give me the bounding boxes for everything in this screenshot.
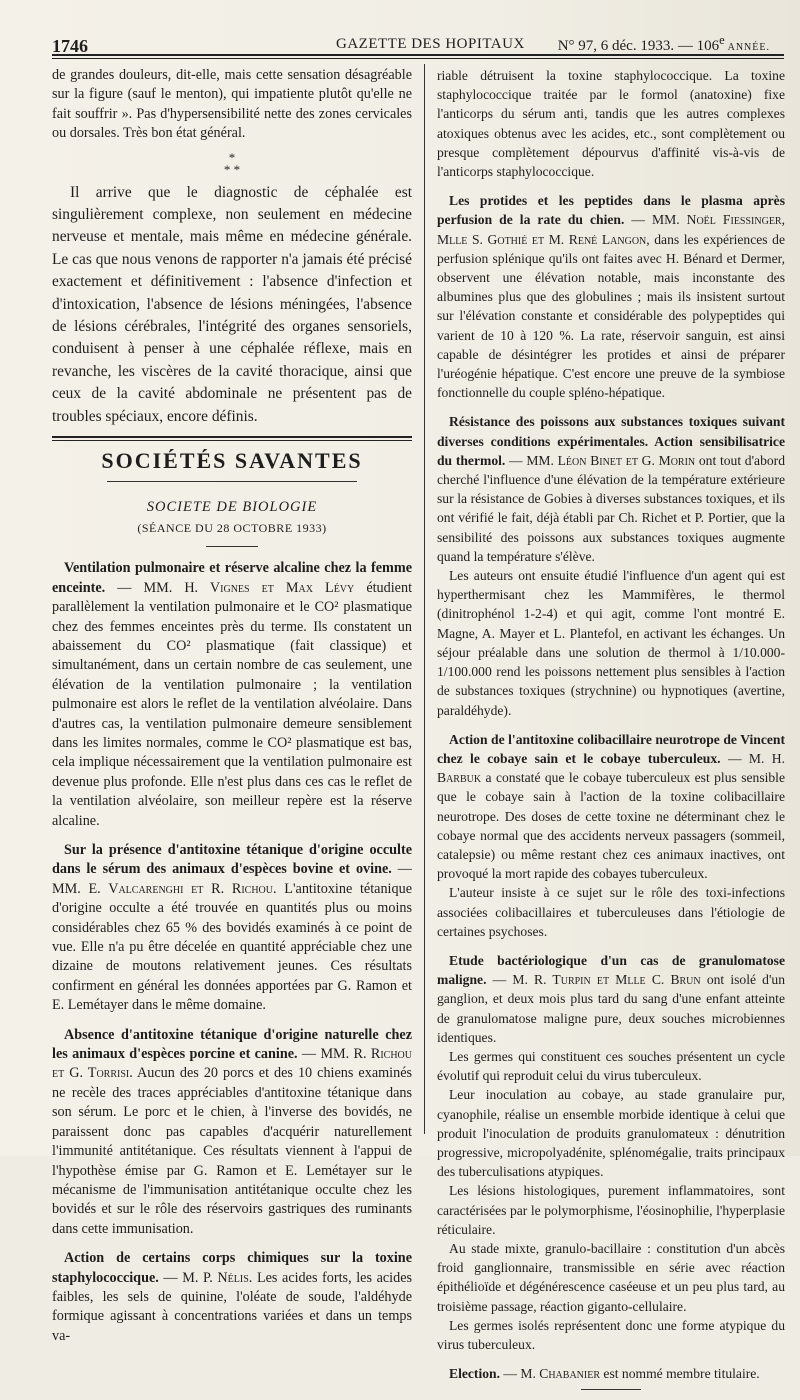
section-rule [52,436,412,438]
article-authors: MM. E. Valcarenghi et R. Richou. [52,880,277,897]
asterism [52,149,412,177]
article-text: L'antitoxine tétanique d'origine occulte a été trouvée en quantités plus ou moins considérables chez 65 % des bovidés examinés à ce point de vue. Elle n'a pu être décelée en quantité appréciable chez une dizaine de moutons relativement jeunes. Ces résultats confirment en général les données apportées par G. Ramon et E. Lemétayer dans le même domaine. [52,880,412,1014]
article-text: étudient parallèlement la ventilation pulmonaire et le CO² plasmatique chez des femmes enceintes près du terme. Ils constatent un abaissement du CO² plasmatique (fait classique) et simultanément, dans un certain nombre de cas seulement, une élévation de la ventilation pulmonaire ; la ventilation pulmonaire est alors le reflet de la ventilation alvéolaire. Dans d'autres cas, la ventilation pulmonaire demeure sensiblement dans les limites normales, comme le CO² plasmatique est bas, cela implique nécessairement que la ventilation pulmonaire est devenue plus profonde. Elle n'est plus dans ces cas le reflet de la ventilation alvéolaire, son meilleur repère est la réserve alcaline. [52,579,413,829]
article-title: Les protides et les peptides dans le plasma après perfusion de la rate du chien. [437,193,785,228]
article: Absence d'antitoxine tétanique d'origine naturelle chez les animaux d'espèces porcine et canine. — MM. R. Richou et G. Torrisi. Aucun des 20 porcs et des 10 chiens examinés ne recèle des traces appréciables d'antitoxine tétanique dans son sérum. Le porc et le chien, à l'inverse des bovidés, ne paraissent donc pas capables d'acquérir naturellement l'immunité antitétanique. Ces résultats viennent à l'appui de l'hypothèse émise par G. Ramon et E. Lemétayer sur le mécanisme de l'immunisation antitétanique occulte chez les bovidés et sur le rôle des réservoirs gastriques des ruminants dans cette immunisation. [52,1026,413,1237]
header-rule-thin [52,58,784,59]
issue-annee: ANNÉE. [724,42,770,53]
journal-title: GAZETTE DES HOPITAUX [336,36,525,52]
article-authors: M. R. Turpin et Mlle C. Brun [512,972,701,988]
conclusion-paragraph: Il arrive que le diagnostic de céphalée est singulièrement complexe, non seulement en médecine nerveuse et mentale, mais même en médecine générale. Le cas que nous venons de rapporter n'a jamais été précisé exactement et définitivement : l'absence d'infection et d'intoxication, l'absence de lésions méningées, l'absence de lésions cérébrales, l'intégrité des organes sensoriels, conduisent à penser à une céphalée réflexe, mais en revanche, les viscères de la cavité thoracique, ainsi que ceux de la cavité abdominale ne présentent pas de troubles spéciaux, encore définis. [52,183,412,425]
article: Etude bactériologique d'un cas de granulomatose maligne. — M. R. Turpin et Mlle C. Brun ont isolé d'un ganglion, et deux mois plus tard du sang d'une enfant atteinte de granulomatose maligne pure, deux souches microbiennes identiques. Les germes qui constituent ces souches présentent un cycle évolutif qui reproduit celui du virus tuberculeux. Leur inoculation au cobaye, au stade granulaire pur, cyanophile, réalise un ensemble morbide identique à celui que produit l'inoculation de produits granulomateux : dénutrition progressive, micropolyadénite, splénomégalie, traits principaux des tuberculisations atypiques. Les lésions histologiques, purement inflammatoires, sont caractérisées par le polymorphisme, l'éosinophilie, l'hyperplasie réticulaire. Au stade mixte, granulo-bacillaire : constitution d'un abcès froid ganglionnaire, transmissible en série avec réaction épithélioïde et dégénérescence caséeuse et un peu plus tard, au troisième passage, réaction giganto-cellulaire. Les germes isolés représentent donc une forme atypique du virus tuberculeux. [437,951,785,1354]
article: Election. — M. Chabanier est nommé membre titulaire. [437,1364,785,1390]
article-authors: M. H. Barbuk [437,750,785,786]
section-title: SOCIÉTÉS SAVANTES [101,448,363,474]
article: Action de certains corps chimiques sur la toxine staphylococcique. — M. P. Nélis. Les acides forts, les acides faibles, les sels de quinine, l'oléate de soude, l'aldéhyde formique agissant à concentrations variées et dans un temps va- [52,1250,413,1344]
article-paragraph: Au stade mixte, granulo-bacillaire : constitution d'un abcès froid ganglionnaire, transmissible en série avec réaction épithélioïde et dégénérescence caséeuse et un peu plus tard, au troisième passage, réaction giganto-cellulaire. [437,1240,785,1314]
conclusion-block [52,182,412,428]
article-authors: MM. H. Vignes et Max Lévy [143,579,355,596]
section-title-rule [107,481,357,482]
article-title: Sur la présence d'antitoxine tétanique d'origine occulte dans le sérum des animaux d'espèces bovine et ovine. [52,842,412,878]
article: Sur la présence d'antitoxine tétanique d'origine occulte dans le sérum des animaux d'espèces bovine et ovine. — MM. E. Valcarenghi et R. Richou. L'antitoxine tétanique d'origine occulte a été trouvée en quantités plus ou moins considérables chez 65 % des bovidés examinés à ce point de vue. Elle n'a pu être décelée en quantité appréciable chez une dizaine de moutons relativement jeunes. Ces résultats confirment en général les données apportées par G. Ramon et E. Lemétayer dans le même domaine. [52,842,412,1014]
article-authors: MM. R. Richou et G. Torrisi. [52,1046,413,1082]
article: Ventilation pulmonaire et réserve alcaline chez la femme enceinte. — MM. H. Vignes et Max Lévy étudient parallèlement la ventilation pulmonaire et le CO² plasmatique chez des femmes enceintes près du terme. Ils constatent un abaissement du CO² plasmatique (fait classique) et simultanément, dans un certain nombre de cas seulement, une élévation de la ventilation pulmonaire ; la ventilation pulmonaire est alors le reflet de la ventilation alvéolaire. Dans d'autres cas, la ventilation pulmonaire demeure sensiblement dans les limites normales, comme le CO² plasmatique est bas, cela implique nécessairement que la ventilation pulmonaire est devenue plus profonde. Elle n'est plus dans ces cas le reflet de la ventilation alvéolaire, son meilleur repère est la réserve alcaline. [52,560,413,829]
article-text: Les acides forts, les acides faibles, les sels de quinine, l'oléate de soude, l'aldéhyde formique agissant à concentrations variées et dans un temps va- [52,1269,413,1344]
header-rule [52,54,784,56]
article-title: Résistance des poissons aux substances toxiques suivant diverses conditions expérimentales. Action sensibilisatrice du thermol. [437,414,785,468]
column-divider [424,64,425,1134]
article: Les protides et les peptides dans le plasma après perfusion de la rate du chien. — MM. Noël Fiessinger, Mlle S. Gothié et M. René Langon, dans les expériences de perfusion splénique qu'ils ont faites avec H. Bénard et Dermer, observent une élévation notable, mais inconstante des albumines plus que des globulines ; mais ils insistent surtout sur l'élévation constante et considérable des polypeptides qui varient de 10 à 120 %. La rate, réservoir sanguin, est ainsi capable de désintégrer les protides et ainsi de préparer l'uréogénie hépatique. C'est encore une preuve de la symbiose fonctionnelle du couple spléno-hépatique. [437,193,786,401]
right-column [437,66,785,1400]
issue-ordinal: e [719,33,725,47]
article-text: ont isolé d'un ganglion, et deux mois plus tard du sang d'une enfant atteinte de granulomatose maligne pure, deux souches microbiennes identiques. [437,972,786,1045]
article-text: Aucun des 20 porcs et des 10 chiens examinés ne recèle des traces appréciables d'antitoxine tétanique dans son sérum. Le porc et le chien, à l'inverse des bovidés, ne paraissent donc pas capables d'acquérir naturellement l'immunité antitétanique. Ces résultats viennent à l'appui de l'hypothèse émise par G. Ramon et E. Lemétayer sur le mécanisme de l'immunisation antitétanique occulte chez les bovidés et sur le rôle des réservoirs gastriques des ruminants dans cette immunisation. [52,1065,413,1237]
article-paragraph: Les lésions histologiques, purement inflammatoires, sont caractérisées par le polymorphisme, l'éosinophilie, l'hyperplasie réticulaire. [437,1183,785,1237]
article-paragraph: Leur inoculation au cobaye, au stade granulaire pur, cyanophile, réalise un ensemble morbide identique à celui que produit l'inoculation de produits granulomateux : dénutrition progressive, micropolyadénite, splénomégalie, traits principaux des tuberculisations atypiques. [437,1087,785,1180]
society-name: SOCIETE DE BIOLOGIE [146,498,318,515]
article-title: Action de certains corps chimiques sur la toxine staphylococcique. [52,1250,412,1286]
left-column [52,66,412,1356]
article-title: Ventilation pulmonaire et réserve alcaline chez la femme enceinte. [52,560,412,596]
article-title: Absence d'antitoxine tétanique d'origine naturelle chez les animaux d'espèces porcine et canine. [52,1026,412,1063]
article-authors: M. P. Nélis. [182,1269,253,1286]
article-title: Action de l'antitoxine colibacillaire neurotrope de Vincent chez le cobaye sain et le cobaye tuberculeux. [437,731,785,766]
short-rule [206,546,258,547]
article: Résistance des poissons aux substances toxiques suivant diverses conditions expérimentales. Action sensibilisatrice du thermol. — MM. Léon Binet et G. Morin ont tout d'abord cherché l'influence d'une élévation de la température extérieure sur la résistance de Gobies à diverses substances toxiques, et ils ont vérifié le fait, déjà établi par Ch. Richet et P. Portier, que la sensibilité des poissons aux substances toxiques augmente quand la température s'élève. Les auteurs ont ensuite étudié l'influence d'un agent qui est hyperthermisant chez les Mammifères, le thermol (dinitrophénol 1-2-4) et qui agit, comme l'ont montré E. Magne, A. Mayer et L. Plantefol, en activant les échanges. Un séjour préalable dans une solution de thermol à 1/10.000-1/100.000 rend les poissons nettement plus sensibles à l'action de substances toxiques (strychnine) ou hypnotiques (avertine, paraldéhyde). [437,412,785,719]
article-text: est nommé membre titulaire. [603,1366,760,1382]
article-paragraph: Les auteurs ont ensuite étudié l'influence d'un agent qui est hyperthermisant chez les Mammifères, le thermol (dinitrophénol 1-2-4) et qui agit, comme l'ont montré E. Magne, A. Mayer et L. Plantefol, en activant les échanges. Un séjour préalable dans une solution de thermol à 1/10.000-1/100.000 rend les poissons nettement plus sensibles à l'action de substances toxiques (strychnine) ou hypnotiques (avertine, paraldéhyde). [437,568,785,718]
article-title: Election. [449,1366,500,1382]
intro-paragraph: de grandes douleurs, dit-elle, mais cette sensation désagréable sur la figure (sauf le menton), qui impatiente plutôt qu'elle ne fait souffrir ». Pas d'hypersensibilité nette des zones cervicales ou dorsales. Très bon état général. [52,67,412,142]
article-text: a constaté que le cobaye tuberculeux est plus sensible que le cobaye sain à l'action de la toxine colibacillaire neurotrope. Des doses de cette toxine ne déterminant chez le cobaye normal que des accidents nerveux passagers (sommeil, catalepsie) ou même restant chez ces animaux inactives, ont provoqué la mort rapide des cobayes tuberculeux. [437,770,785,882]
issue-info [558,33,770,55]
article-paragraph: Les germes qui constituent ces souches présentent un cycle évolutif qui reproduit celui du virus tuberculeux. [437,1048,785,1084]
article-authors: M. Chabanier [520,1366,600,1382]
article-title: Etude bactériologique d'un cas de granulomatose maligne. [437,952,785,988]
asterism-text: * * * [223,149,241,177]
article-text: dans les expériences de perfusion splénique qu'ils ont faites avec H. Bénard et Dermer, observent une élévation notable, mais inconstante des albumines plus que des globulines ; mais ils insistent surtout sur l'élévation constante et considérable des polypeptides qui varient de 10 à 120 %. La rate, réservoir sanguin, est ainsi capable de désintégrer les protides et ainsi de préparer l'uréogénie hépatique. C'est encore une preuve de la symbiose fonctionnelle du couple spléno-hépatique. [437,231,785,401]
article-text: ont tout d'abord cherché l'influence d'une élévation de la température extérieure sur la résistance de Gobies à diverses substances toxiques, et ils ont vérifié le fait, déjà établi par Ch. Richet et P. Portier, que la sensibilité des poissons aux substances toxiques augmente quand la température s'élève. [437,452,786,564]
continuation-paragraph: riable détruisent la toxine staphylococcique. La toxine staphylococcique traitée par le formol (anatoxine) fixe l'anticorps du sérum anti, tandis que les autres complexes atoxiques obtenus avec les acides, etc., sont complètement ou presque complètement dépourvus d'affinité vis-à-vis de l'anticorps staphylococcique. [437,68,785,180]
article-paragraph: Les germes isolés représentent donc une forme atypique du virus tuberculeux. [437,1317,785,1352]
end-rule [581,1389,641,1390]
article: Action de l'antitoxine colibacillaire neurotrope de Vincent chez le cobaye sain et le cobaye tuberculeux. — M. H. Barbuk a constaté que le cobaye tuberculeux est plus sensible que le cobaye sain à l'action de la toxine colibacillaire neurotrope. Des doses de cette toxine ne déterminant chez le cobaye normal que des accidents nerveux passagers (sommeil, catalepsie) ou même restant chez ces animaux inactives, ont provoqué la mort rapide des cobayes tuberculeux. L'auteur insiste à ce sujet sur le rôle des toxi-infections associées colibacillaires et tuberculeuses dans l'étiologie de certaines psychoses. [437,730,785,941]
page-number: 1746 [52,36,88,56]
seance-date: (SÉANCE DU 28 OCTOBRE 1933) [137,520,327,535]
issue-number: N° 97, 6 déc. 1933. — 106 [557,38,720,54]
section-rule-thin [52,440,412,441]
article-authors: MM. Léon Binet et G. Morin [526,452,696,468]
article-authors: MM. Noël Fiessinger, Mlle S. Gothié et M. René Langon, [437,212,786,247]
article-paragraph: L'auteur insiste à ce sujet sur le rôle des toxi-infections associées colibacillaires et tuberculeuses dans l'étiologie de certaines psychoses. [437,885,785,939]
